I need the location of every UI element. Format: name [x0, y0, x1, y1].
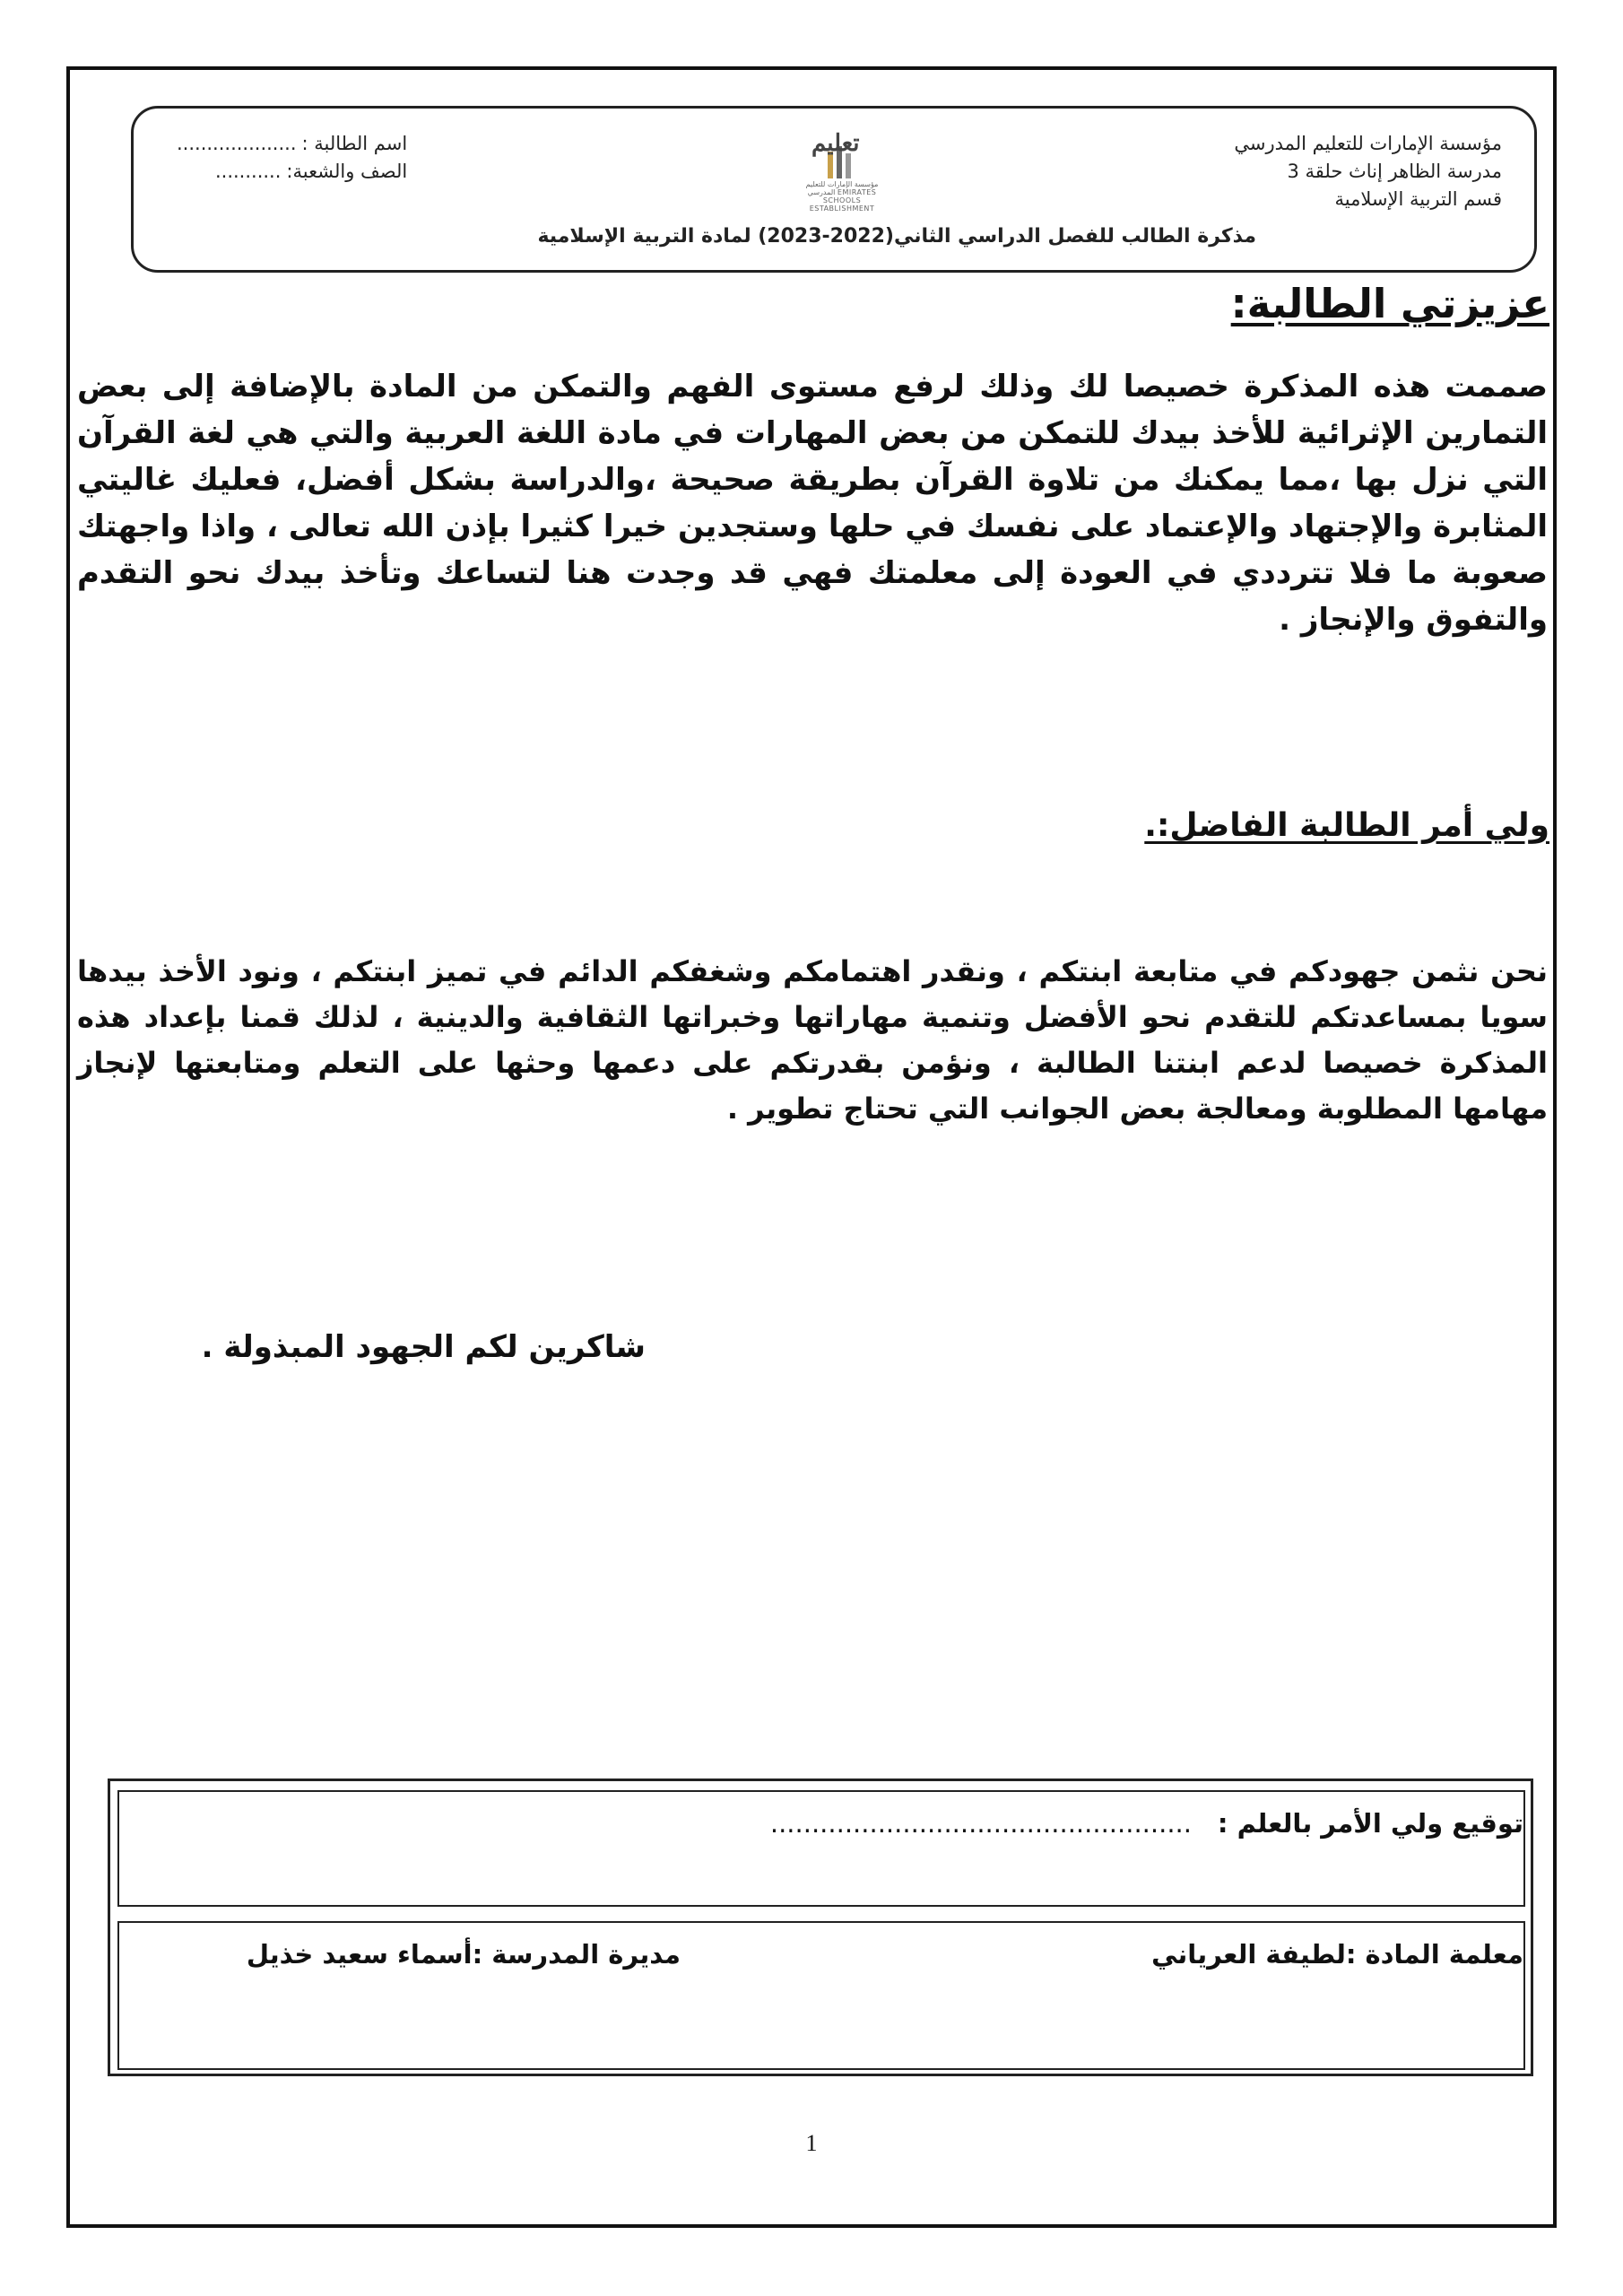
org-line-2: مدرسة الظاهر إناث حلقة 3 [1287, 161, 1502, 182]
logo-caption: مؤسسة الإمارات للتعليم المدرسي EMIRATES SCHOOLS ESTABLISHMENT [805, 180, 879, 213]
student-info-block [177, 130, 407, 186]
student-paragraph: صممت هذه المذكرة خصيصا لك وذلك لرفع مستوى الفهم والتمكن من المادة بالإضافة إلى بعض التمارين الإثرائية للأخذ بيدك للتمكن من بعض المهارات في مادة اللغة العربية والتي هي لغة القرآن التي نزل بها ،مما يمكنك من تلاوة القرآن بطريقة صحيحة ،والدراسة بشكل أفضل، فعليك غاليتي المثابرة والإجتهاد والإعتماد على نفسك في حلها وستجدين خيرا كثيرا بإذن الله تعالى ، واذا واجهتك صعوبة ما فلا تترددي في العودة إلى معلمتك فهي قد وجدت هنا لتساعك وتأخذ بيدك نحو التقدم والتفوق والإنجاز . [77, 369, 1548, 638]
student-name-field[interactable]: .................... [177, 133, 297, 154]
emirates-schools-logo [797, 126, 883, 213]
parent-heading: ولي أمر الطالبة الفاضل:. [1144, 807, 1549, 844]
teacher-name: معلمة المادة :لطيفة العرياني [1151, 1939, 1523, 1970]
parent-sign-field[interactable]: ................................................... [769, 1808, 1192, 1839]
memo-title: مذكرة الطالب للفصل الدراسي الثاني(2022-2023) لمادة التربية الإسلامية [537, 225, 1256, 248]
parent-sign-label: توقيع ولي الأمر بالعلم : [1217, 1808, 1523, 1839]
organization-block [1234, 130, 1502, 213]
student-name-label: اسم الطالبة : [301, 133, 408, 154]
parent-signature-cell [117, 1790, 1525, 1907]
parent-paragraph: نحن نثمن جهودكم في متابعة ابنتكم ، ونقدر اهتمامكم وشغفكم الدائم في تميز ابنتكم ، ونود الأخذ بيدها سويا بمساعدتكم للتقدم نحو الأفضل وتنمية مهاراتها وخبراتها الثقافية والدينية ، لذلك قمنا بإعداد هذه المذكرة خصيصا لدعم ابنتنا الطالبة ، ونؤمن بقدرتكم على دعمها وحثها على التعلم ومتابعتها لإنجاز مهامها المطلوبة ومعالجة بعض الجوانب التي تحتاج تطوير . [77, 954, 1548, 1126]
header-box [131, 106, 1537, 273]
org-line-3: قسم التربية الإسلامية [1334, 188, 1502, 210]
thanks-line: شاكرين لكم الجهود المبذولة . [201, 1329, 646, 1365]
class-field[interactable]: ........... [214, 161, 282, 182]
staff-signature-cell [117, 1921, 1525, 2070]
logo-word: تعليم [812, 130, 860, 157]
org-line-1: مؤسسة الإمارات للتعليم المدرسي [1234, 133, 1502, 154]
principal-name: مديرة المدرسة :أسماء سعيد خذيل [246, 1939, 681, 1970]
student-heading: عزيزتي الطالبة: [1230, 280, 1549, 327]
page-number: 1 [805, 2130, 818, 2156]
signature-box [108, 1779, 1533, 2076]
class-label: الصف والشعبة: [286, 161, 408, 182]
